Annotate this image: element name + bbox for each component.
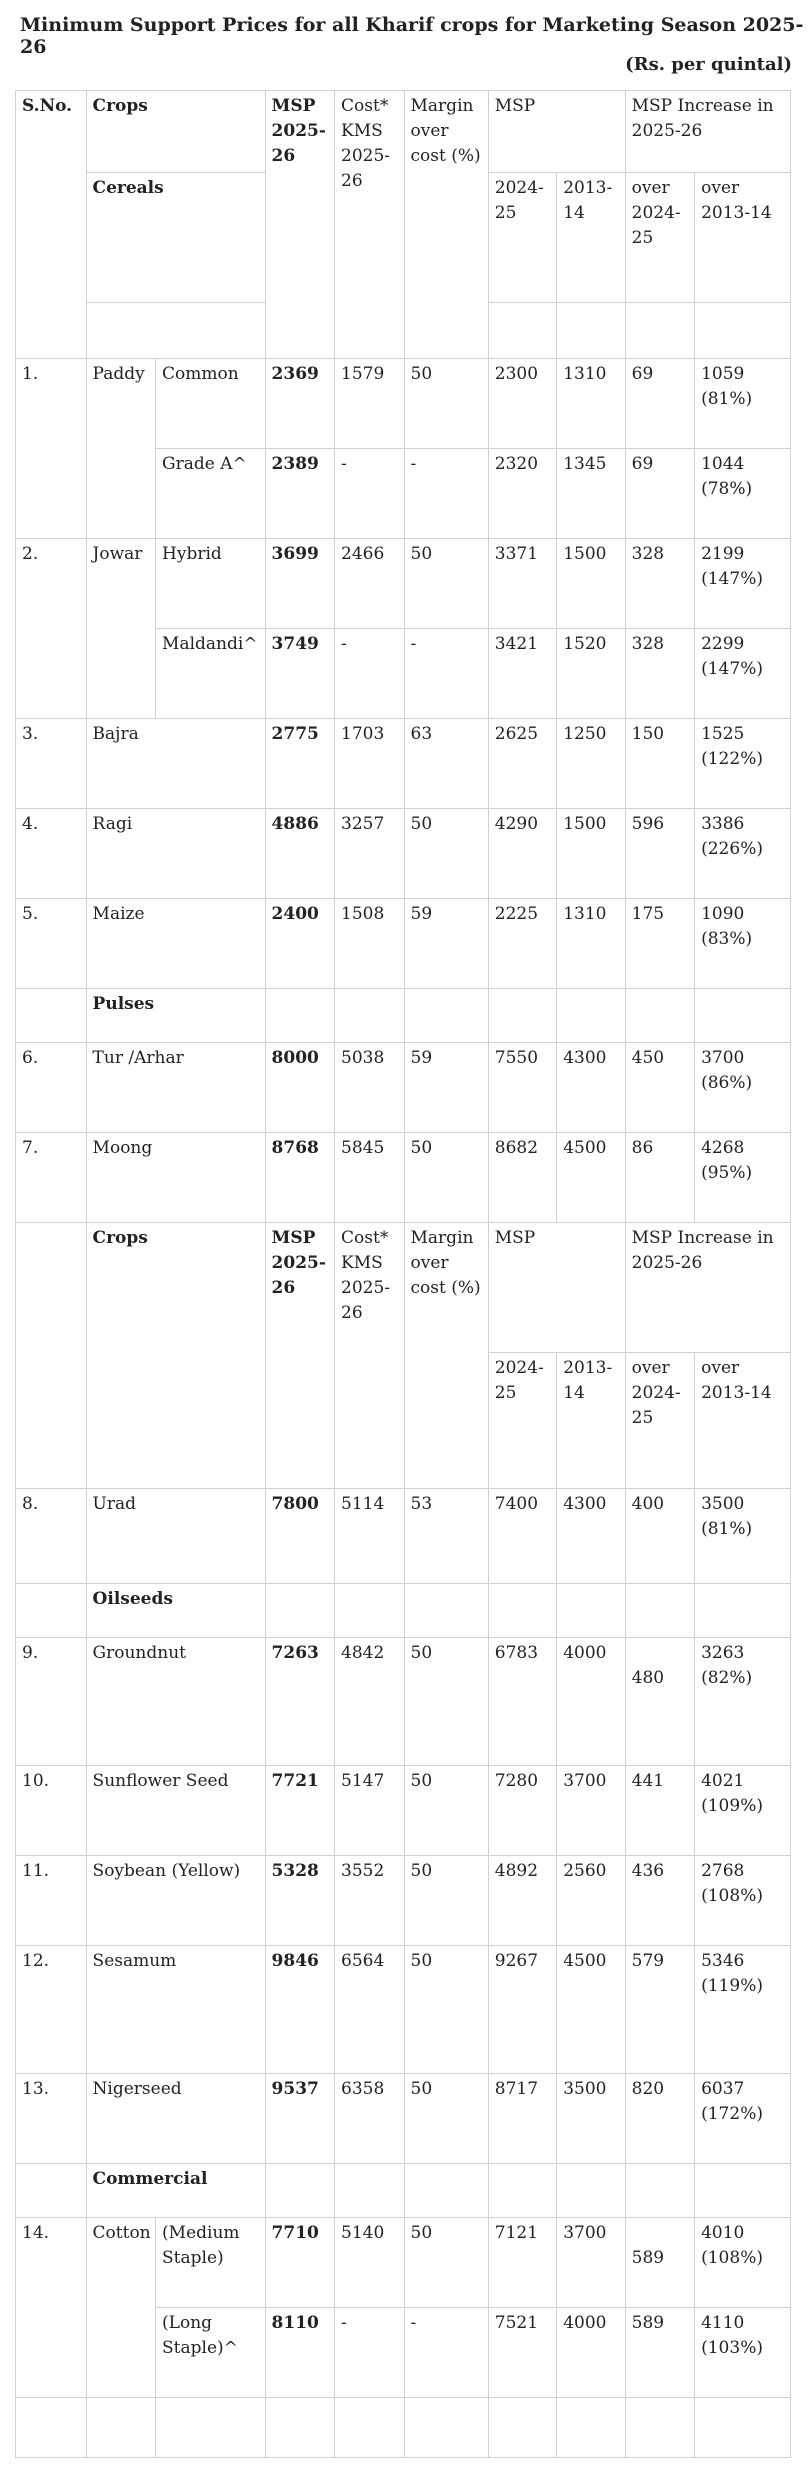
table-cell: 2389 bbox=[265, 449, 334, 539]
table-cell: 328 bbox=[625, 539, 694, 629]
table-cell: 5. bbox=[16, 899, 87, 989]
table-cell bbox=[695, 1489, 791, 1584]
cell-value: 3386 bbox=[701, 814, 745, 834]
cell-value: 3500 bbox=[701, 1494, 745, 1514]
table-cell: 8717 bbox=[488, 2074, 556, 2164]
table-cell bbox=[488, 2164, 556, 2218]
table-cell: 2400 bbox=[265, 899, 334, 989]
table-cell bbox=[404, 989, 488, 1043]
cell-value: 5346 bbox=[701, 1951, 745, 1971]
header-row bbox=[16, 91, 791, 173]
table-cell bbox=[625, 2164, 694, 2218]
table-cell: - bbox=[335, 2308, 404, 2398]
table-cell: 7550 bbox=[488, 1043, 556, 1133]
table-cell bbox=[695, 2164, 791, 2218]
table-cell: Groundnut bbox=[86, 1638, 265, 1766]
table-row bbox=[16, 809, 791, 899]
table-cell: 69 bbox=[625, 359, 694, 449]
cell-value: (226%) bbox=[701, 839, 763, 859]
table-cell bbox=[16, 1584, 87, 1638]
table-cell: 2300 bbox=[488, 359, 556, 449]
header-over-2024: over 2024-25 bbox=[625, 1353, 694, 1489]
header-sno: S.No. bbox=[16, 91, 87, 359]
table-cell: 4. bbox=[16, 809, 87, 899]
cell-value: (108%) bbox=[701, 1886, 763, 1906]
header-over-2013: over 2013-14 bbox=[695, 1353, 791, 1489]
table-cell: 1310 bbox=[557, 359, 625, 449]
table-cell: 1508 bbox=[335, 899, 404, 989]
cell-value: 3700 bbox=[701, 1048, 745, 1068]
table-cell: 50 bbox=[404, 2218, 488, 2308]
header-margin: Margin over cost (%) bbox=[404, 1223, 488, 1489]
table-cell: 820 bbox=[625, 2074, 694, 2164]
table-cell: 69 bbox=[625, 449, 694, 539]
table-cell: 59 bbox=[404, 899, 488, 989]
cell-value: (83%) bbox=[701, 929, 753, 949]
table-cell: 9. bbox=[16, 1638, 87, 1766]
table-cell bbox=[695, 2398, 791, 2458]
table-cell: 2560 bbox=[557, 1856, 625, 1946]
table-row bbox=[16, 1638, 791, 1766]
cell-value: 6037 bbox=[701, 2079, 745, 2099]
table-cell bbox=[695, 1946, 791, 2074]
table-cell: 4290 bbox=[488, 809, 556, 899]
table-cell bbox=[16, 2164, 87, 2218]
table-cell bbox=[695, 1133, 791, 1223]
table-cell: Hybrid bbox=[156, 539, 266, 629]
cell-value: (78%) bbox=[701, 479, 753, 499]
table-cell bbox=[695, 629, 791, 719]
table-cell: Sesamum bbox=[86, 1946, 265, 2074]
table-cell: Ragi bbox=[86, 809, 265, 899]
table-cell: 1500 bbox=[557, 539, 625, 629]
table-cell: 7710 bbox=[265, 2218, 334, 2308]
cell-value: (103%) bbox=[701, 2338, 763, 2358]
table-cell bbox=[695, 989, 791, 1043]
cell-value: (82%) bbox=[701, 1668, 753, 1688]
table-cell: 50 bbox=[404, 1133, 488, 1223]
category-row bbox=[16, 1584, 791, 1638]
table-cell: 596 bbox=[625, 809, 694, 899]
header-over-2013: over 2013-14 bbox=[695, 173, 791, 303]
table-cell bbox=[695, 1043, 791, 1133]
table-cell bbox=[695, 303, 791, 359]
table-cell: Moong bbox=[86, 1133, 265, 1223]
table-cell: 5114 bbox=[335, 1489, 404, 1584]
unit-note: (Rs. per quintal) bbox=[625, 54, 792, 75]
table-cell: 1. bbox=[16, 359, 87, 539]
table-cell: 50 bbox=[404, 359, 488, 449]
table-cell: Cotton bbox=[86, 2218, 155, 2398]
table-cell: 53 bbox=[404, 1489, 488, 1584]
table-row bbox=[16, 719, 791, 809]
table-cell bbox=[695, 719, 791, 809]
table-cell: 2225 bbox=[488, 899, 556, 989]
table-row bbox=[16, 539, 791, 629]
table-cell: 589 bbox=[625, 2308, 694, 2398]
cell-value: (147%) bbox=[701, 569, 763, 589]
table-cell bbox=[695, 2074, 791, 2164]
table-cell bbox=[695, 539, 791, 629]
table-cell: 3699 bbox=[265, 539, 334, 629]
table-cell: 4000 bbox=[557, 1638, 625, 1766]
table-cell: Maldandi^ bbox=[156, 629, 266, 719]
table-cell bbox=[625, 989, 694, 1043]
table-cell: Common bbox=[156, 359, 266, 449]
table-cell: 8000 bbox=[265, 1043, 334, 1133]
table-cell: 1579 bbox=[335, 359, 404, 449]
table-cell: 5328 bbox=[265, 1856, 334, 1946]
cell-value: (122%) bbox=[701, 749, 763, 769]
table-cell: - bbox=[404, 629, 488, 719]
table-cell: 2466 bbox=[335, 539, 404, 629]
table-cell: 14. bbox=[16, 2218, 87, 2398]
table-cell: 9846 bbox=[265, 1946, 334, 2074]
table-cell bbox=[625, 303, 694, 359]
table-cell: 59 bbox=[404, 1043, 488, 1133]
table-row bbox=[16, 1946, 791, 2074]
table-cell: 9537 bbox=[265, 2074, 334, 2164]
document-title: Minimum Support Prices for all Kharif crops for Marketing Season 2025-26 bbox=[20, 14, 804, 58]
table-cell: 4500 bbox=[557, 1946, 625, 2074]
cell-value: (147%) bbox=[701, 659, 763, 679]
header-increase: MSP Increase in 2025-26 bbox=[625, 1223, 790, 1353]
table-cell bbox=[557, 989, 625, 1043]
category-row bbox=[16, 989, 791, 1043]
table-cell: 3552 bbox=[335, 1856, 404, 1946]
table-cell bbox=[156, 2398, 266, 2458]
table-cell: 328 bbox=[625, 629, 694, 719]
table-cell: Nigerseed bbox=[86, 2074, 265, 2164]
table-cell: 8682 bbox=[488, 1133, 556, 1223]
table-cell: 50 bbox=[404, 1638, 488, 1766]
cell-value: (86%) bbox=[701, 1073, 753, 1093]
table-cell bbox=[557, 2164, 625, 2218]
table-cell: 400 bbox=[625, 1489, 694, 1584]
table-cell: 4886 bbox=[265, 809, 334, 899]
table-cell: 9267 bbox=[488, 1946, 556, 2074]
table-cell bbox=[335, 2164, 404, 2218]
header-cost: Cost* KMS 2025-26 bbox=[335, 91, 404, 359]
table-cell: Paddy bbox=[86, 359, 155, 539]
table-cell bbox=[265, 1584, 334, 1638]
table-row bbox=[16, 2074, 791, 2164]
table-cell bbox=[86, 2398, 155, 2458]
table-cell bbox=[695, 2218, 791, 2308]
header-2024: 2024-25 bbox=[488, 1353, 556, 1489]
category-label: Pulses bbox=[86, 989, 265, 1043]
header-2024: 2024-25 bbox=[488, 173, 556, 303]
table-cell: 5845 bbox=[335, 1133, 404, 1223]
table-cell: - bbox=[335, 449, 404, 539]
table-cell: 436 bbox=[625, 1856, 694, 1946]
table-cell: 1310 bbox=[557, 899, 625, 989]
category-label: Commercial bbox=[86, 2164, 265, 2218]
table-cell: - bbox=[335, 629, 404, 719]
table-cell: 86 bbox=[625, 1133, 694, 1223]
table-cell: 150 bbox=[625, 719, 694, 809]
table-cell: Tur /Arhar bbox=[86, 1043, 265, 1133]
table-cell bbox=[404, 2398, 488, 2458]
cell-value: 1044 bbox=[701, 454, 745, 474]
table-cell bbox=[695, 809, 791, 899]
header-row bbox=[16, 1223, 791, 1353]
cell-value: 2199 bbox=[701, 544, 745, 564]
cell-value: (108%) bbox=[701, 2248, 763, 2268]
cell-value: 1059 bbox=[701, 364, 745, 384]
header-msp: MSP 2025-26 bbox=[265, 1223, 334, 1489]
cell-value: 4110 bbox=[701, 2313, 745, 2333]
table-cell bbox=[625, 1584, 694, 1638]
table-cell: 1500 bbox=[557, 809, 625, 899]
table-cell bbox=[265, 2398, 334, 2458]
cell-value: 480 bbox=[631, 1668, 665, 1688]
table-cell bbox=[695, 1584, 791, 1638]
table-cell: 441 bbox=[625, 1766, 694, 1856]
table-cell: 3500 bbox=[557, 2074, 625, 2164]
table-cell bbox=[695, 2308, 791, 2398]
cell-value: 4021 bbox=[701, 1771, 745, 1791]
table-cell: Bajra bbox=[86, 719, 265, 809]
table-cell: 7521 bbox=[488, 2308, 556, 2398]
table-row bbox=[16, 1133, 791, 1223]
table-cell bbox=[695, 899, 791, 989]
cell-value: 589 bbox=[631, 2248, 665, 2268]
table-cell: 6564 bbox=[335, 1946, 404, 2074]
table-cell: 50 bbox=[404, 539, 488, 629]
header-crops: Crops bbox=[86, 1223, 265, 1489]
table-cell: 3371 bbox=[488, 539, 556, 629]
table-cell: 3749 bbox=[265, 629, 334, 719]
table-cell: 3421 bbox=[488, 629, 556, 719]
table-cell: 7. bbox=[16, 1133, 87, 1223]
table-cell: 2625 bbox=[488, 719, 556, 809]
table-cell: 4842 bbox=[335, 1638, 404, 1766]
table-cell bbox=[265, 989, 334, 1043]
table-row bbox=[16, 1856, 791, 1946]
table-cell: (Medium Staple) bbox=[156, 2218, 266, 2308]
table-cell: 3257 bbox=[335, 809, 404, 899]
table-cell: 8110 bbox=[265, 2308, 334, 2398]
table-row bbox=[16, 1489, 791, 1584]
header-2013: 2013-14 bbox=[557, 1353, 625, 1489]
table-cell: 1520 bbox=[557, 629, 625, 719]
table-cell: - bbox=[404, 449, 488, 539]
table-cell: 5038 bbox=[335, 1043, 404, 1133]
table-cell: 4000 bbox=[557, 2308, 625, 2398]
cell-value: 1525 bbox=[701, 724, 745, 744]
table-cell: 4300 bbox=[557, 1043, 625, 1133]
table-cell: 5147 bbox=[335, 1766, 404, 1856]
table-cell: 3700 bbox=[557, 2218, 625, 2308]
cell-value: (81%) bbox=[701, 1519, 753, 1539]
cell-value: 2299 bbox=[701, 634, 745, 654]
table-cell bbox=[557, 1584, 625, 1638]
table-cell bbox=[335, 2398, 404, 2458]
header-2013: 2013-14 bbox=[557, 173, 625, 303]
table-cell: 1345 bbox=[557, 449, 625, 539]
table-cell bbox=[695, 1766, 791, 1856]
table-cell bbox=[86, 303, 265, 359]
table-cell: 7800 bbox=[265, 1489, 334, 1584]
table-row bbox=[16, 1043, 791, 1133]
table-row bbox=[16, 1766, 791, 1856]
table-cell: 50 bbox=[404, 1946, 488, 2074]
table-cell: 6358 bbox=[335, 2074, 404, 2164]
header-msp-prev: MSP bbox=[488, 1223, 625, 1353]
table-cell bbox=[557, 303, 625, 359]
table-cell bbox=[488, 2398, 556, 2458]
cell-value: 4010 bbox=[701, 2223, 745, 2243]
table-cell: 7263 bbox=[265, 1638, 334, 1766]
table-cell: Grade A^ bbox=[156, 449, 266, 539]
table-cell: 579 bbox=[625, 1946, 694, 2074]
table-cell: 4500 bbox=[557, 1133, 625, 1223]
table-row bbox=[16, 359, 791, 449]
table-cell bbox=[488, 989, 556, 1043]
table-cell bbox=[16, 1223, 87, 1489]
table-cell: - bbox=[404, 2308, 488, 2398]
table-cell bbox=[695, 449, 791, 539]
table-cell bbox=[625, 2398, 694, 2458]
cell-value: (81%) bbox=[701, 389, 753, 409]
table-cell bbox=[404, 1584, 488, 1638]
cell-value: 2768 bbox=[701, 1861, 745, 1881]
table-cell bbox=[16, 2398, 87, 2458]
table-cell: 7280 bbox=[488, 1766, 556, 1856]
table-cell: 2369 bbox=[265, 359, 334, 449]
category-row bbox=[16, 2164, 791, 2218]
table-cell bbox=[16, 989, 87, 1043]
table-cell: 7121 bbox=[488, 2218, 556, 2308]
table-cell bbox=[695, 359, 791, 449]
table-cell bbox=[695, 1856, 791, 1946]
table-cell: 4300 bbox=[557, 1489, 625, 1584]
table-cell: 10. bbox=[16, 1766, 87, 1856]
table-cell bbox=[335, 1584, 404, 1638]
table-cell: 5140 bbox=[335, 2218, 404, 2308]
cell-value: (119%) bbox=[701, 1976, 763, 1996]
table-cell: 450 bbox=[625, 1043, 694, 1133]
cell-value: (172%) bbox=[701, 2104, 763, 2124]
table-cell: 6783 bbox=[488, 1638, 556, 1766]
header-margin: Margin over cost (%) bbox=[404, 91, 488, 359]
table-cell: 50 bbox=[404, 1766, 488, 1856]
table-cell: 1250 bbox=[557, 719, 625, 809]
table-cell: (Long Staple)^ bbox=[156, 2308, 266, 2398]
table-cell bbox=[265, 2164, 334, 2218]
table-cell: 8768 bbox=[265, 1133, 334, 1223]
table-cell bbox=[335, 989, 404, 1043]
table-cell: 4892 bbox=[488, 1856, 556, 1946]
table-cell: Urad bbox=[86, 1489, 265, 1584]
table-cell: 2775 bbox=[265, 719, 334, 809]
cell-value: (95%) bbox=[701, 1163, 753, 1183]
table-cell bbox=[404, 2164, 488, 2218]
table-cell bbox=[488, 1584, 556, 1638]
header-crops: Crops bbox=[86, 91, 265, 173]
table-cell: 63 bbox=[404, 719, 488, 809]
table-cell: 12. bbox=[16, 1946, 87, 2074]
table-cell bbox=[625, 1638, 694, 1766]
table-row bbox=[16, 899, 791, 989]
table-cell: 2320 bbox=[488, 449, 556, 539]
empty-row bbox=[16, 2398, 791, 2458]
header-msp-prev: MSP bbox=[488, 91, 625, 173]
table-row bbox=[16, 2218, 791, 2308]
cell-value: 3263 bbox=[701, 1643, 745, 1663]
category-label: Oilseeds bbox=[86, 1584, 265, 1638]
table-cell: Maize bbox=[86, 899, 265, 989]
header-msp: MSP 2025-26 bbox=[265, 91, 334, 359]
table-cell bbox=[625, 2218, 694, 2308]
table-cell: 11. bbox=[16, 1856, 87, 1946]
table-cell bbox=[488, 303, 556, 359]
table-cell: 3. bbox=[16, 719, 87, 809]
table-cell: 3700 bbox=[557, 1766, 625, 1856]
cell-value: 4268 bbox=[701, 1138, 745, 1158]
table-cell: 50 bbox=[404, 809, 488, 899]
table-cell: 13. bbox=[16, 2074, 87, 2164]
table-cell: 1703 bbox=[335, 719, 404, 809]
table-cell: 50 bbox=[404, 1856, 488, 1946]
table-cell: Sunflower Seed bbox=[86, 1766, 265, 1856]
table-cell: 7721 bbox=[265, 1766, 334, 1856]
header-over-2024: over 2024-25 bbox=[625, 173, 694, 303]
table-cell: 175 bbox=[625, 899, 694, 989]
cell-value: (109%) bbox=[701, 1796, 763, 1816]
msp-table bbox=[15, 90, 791, 2458]
header-cost: Cost* KMS 2025-26 bbox=[335, 1223, 404, 1489]
header-increase: MSP Increase in 2025-26 bbox=[625, 91, 790, 173]
table-cell: 2. bbox=[16, 539, 87, 719]
table-cell: Jowar bbox=[86, 539, 155, 719]
table-cell bbox=[695, 1638, 791, 1766]
table-cell: 6. bbox=[16, 1043, 87, 1133]
table-cell: Soybean (Yellow) bbox=[86, 1856, 265, 1946]
table-cell: 8. bbox=[16, 1489, 87, 1584]
table-cell: 50 bbox=[404, 2074, 488, 2164]
table-cell bbox=[557, 2398, 625, 2458]
table-cell: 7400 bbox=[488, 1489, 556, 1584]
cell-value: 1090 bbox=[701, 904, 745, 924]
header-cereals: Cereals bbox=[86, 173, 265, 303]
